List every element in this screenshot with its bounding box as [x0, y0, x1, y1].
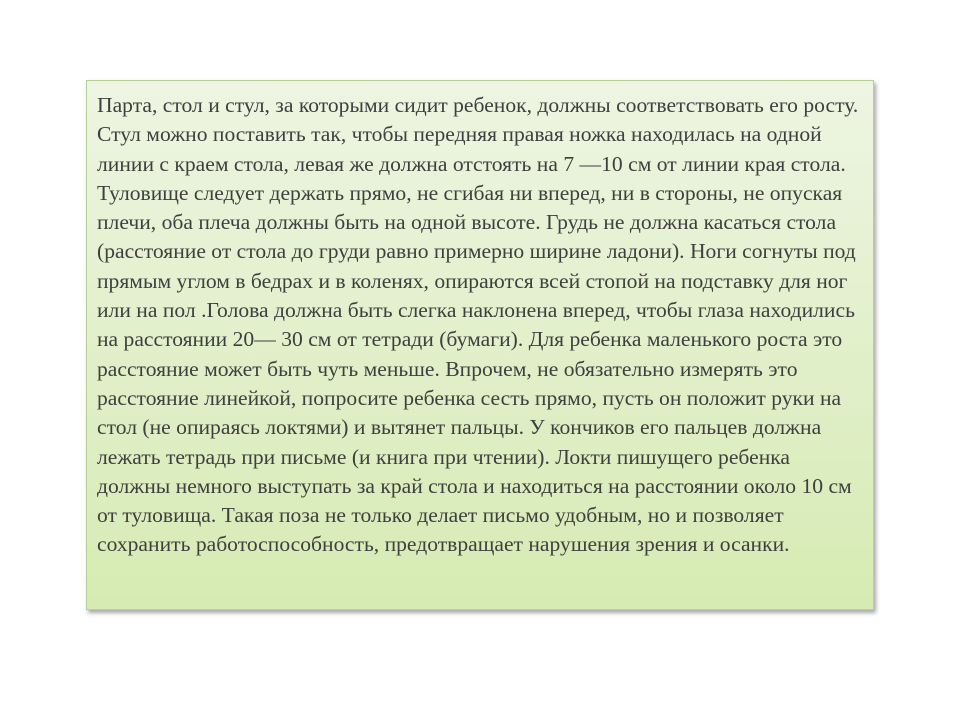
text-box — [86, 80, 874, 610]
body-text: Парта, стол и стул, за которыми сидит ребенок, должны соответствовать его росту. Стул можно поставить так, чтобы передняя правая ножка находилась на одной линии с краем стола, левая же должна отстоять на 7 —10 см от линии края стола. Туловище следует держать прямо, не сгибая ни вперед, ни в стороны, не опуская плечи, оба плеча должны быть на одной высоте. Грудь не должна касаться стола (расстояние от стола до груди равно примерно ширине ладони). Ноги согнуты под прямым углом в бедрах и в коленях, опираются всей стопой на подставку для ног или на пол .Голова должна быть слегка наклонена вперед, чтобы глаза находились на расстоянии 20— 30 см от тетради (бумаги). Для ребенка маленького роста это расстояние может быть чуть меньше. Впрочем, не обязательно измерять это расстояние линейкой, попросите ребенка сесть прямо, пусть он положит руки на стол (не опираясь локтями) и вытянет пальцы. У кончиков его пальцев должна лежать тетрадь при письме (и книга при чтении). Локти пишущего ребенка должны немного выступать за край стола и находиться на расстоянии около 10 см от туловища. Такая поза не только делает письмо удобным, но и позволяет сохранить работоспособность, предотвращает нарушения зрения и осанки. — [97, 93, 859, 557]
